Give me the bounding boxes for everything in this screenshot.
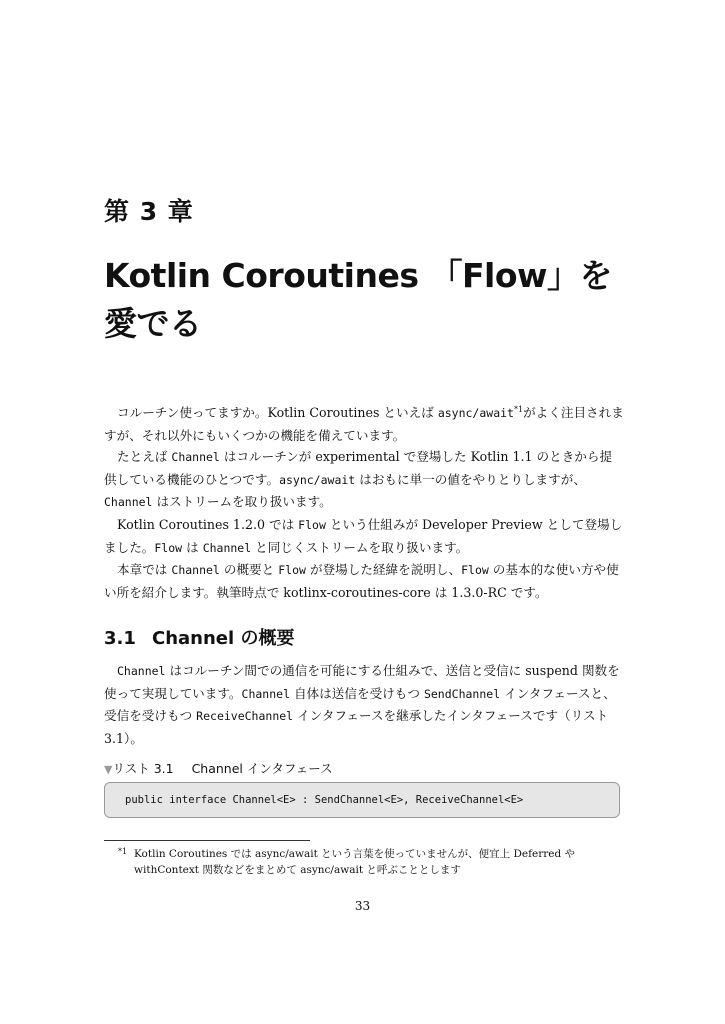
paragraph — [104, 446, 624, 514]
inline-code: Flow — [461, 563, 489, 578]
chapter-label: 第 3 章 — [104, 197, 194, 226]
inline-code: Channel — [241, 686, 290, 701]
text-run: たとえば — [117, 449, 172, 465]
text-run: の概要と — [219, 562, 279, 578]
inline-code: ReceiveChannel — [196, 709, 294, 724]
text-run: Kotlin Coroutines 1.2.0 では — [117, 516, 299, 532]
inline-code: Channel — [104, 495, 153, 510]
text-run: が登場した経緯を説明し、 — [305, 562, 462, 578]
text-run: の基本的な使い方や使い所を紹介します。執筆時点で kotlinx-coroutines-core は 1.3.0-RC です。 — [104, 562, 619, 600]
code-line: public interface Channel<E> : SendChannel<E>, ReceiveChannel<E> — [125, 794, 524, 806]
inline-code: Flow — [298, 517, 326, 532]
inline-code: SendChannel — [423, 686, 501, 701]
section-text — [104, 660, 624, 749]
footnote-mark: *1 — [118, 847, 128, 856]
chapter-title: Kotlin Coroutines 「Flow」を愛でる — [104, 256, 612, 343]
text-run: インタフェースを継承したインタフェースです（リスト 3.1）。 — [104, 708, 609, 746]
text-run: は — [182, 539, 203, 555]
text-run: はコルーチンが experimental で登場した Kotlin 1.1 のときから提供している機能のひとつです。 — [104, 449, 613, 487]
text-run: 自体は送信を受けもつ — [290, 685, 424, 701]
text-run: コルーチン使ってますか。Kotlin Coroutines といえば — [117, 405, 438, 420]
text-run: と同じくストリームを取り扱います。 — [251, 539, 469, 555]
text-run: はコルーチン間での通信を可能にする仕組みで、送信と受信に suspend 関数を使って実現しています。 — [104, 663, 620, 701]
text-run: 本章では — [117, 562, 172, 578]
text-run: がよく注目されますが、それ以外にもいくつかの機能を備えています。 — [104, 405, 624, 443]
footnote-divider — [104, 840, 310, 841]
text-run: という仕組みが Developer Preview として登場しました。 — [104, 516, 623, 555]
listing-title: Channel インタフェース — [191, 761, 333, 776]
paragraph — [104, 514, 624, 559]
inline-code: Flow — [278, 563, 306, 578]
footnote — [118, 846, 624, 878]
section-title: Channel の概要 — [152, 628, 295, 649]
inline-code: Channel — [171, 563, 220, 578]
inline-code: Channel — [117, 664, 166, 678]
triangle-marker-icon: ▼ — [104, 763, 113, 776]
code-listing — [104, 782, 620, 818]
inline-code: Flow — [154, 540, 183, 555]
listing-number: リスト 3.1 — [112, 761, 174, 776]
page-number: 33 — [354, 899, 371, 913]
text-run: はおもに単一の値をやりとりしますが、 — [355, 471, 586, 487]
intro-text — [104, 402, 624, 603]
footnote-ref: *1 — [513, 405, 524, 414]
inline-code: async/await — [279, 472, 356, 487]
paragraph — [104, 402, 624, 446]
text-run: はストリームを取り扱います。 — [152, 494, 332, 510]
footnote-text: Kotlin Coroutines では async/await という言葉を使っていませんが、便宜上 Deferred や withContext 関数などをまとめて async/await と呼ぶこととします — [134, 848, 576, 876]
listing-caption — [104, 759, 333, 777]
text-run: インタフェースと、受信を受けもつ — [104, 685, 616, 724]
inline-code: async/await — [437, 406, 514, 420]
paragraph — [104, 660, 624, 749]
paragraph — [104, 559, 624, 603]
section-number: 3.1 — [104, 628, 136, 649]
inline-code: Channel — [202, 540, 252, 555]
inline-code: Channel — [171, 450, 220, 465]
section-heading — [104, 624, 294, 650]
